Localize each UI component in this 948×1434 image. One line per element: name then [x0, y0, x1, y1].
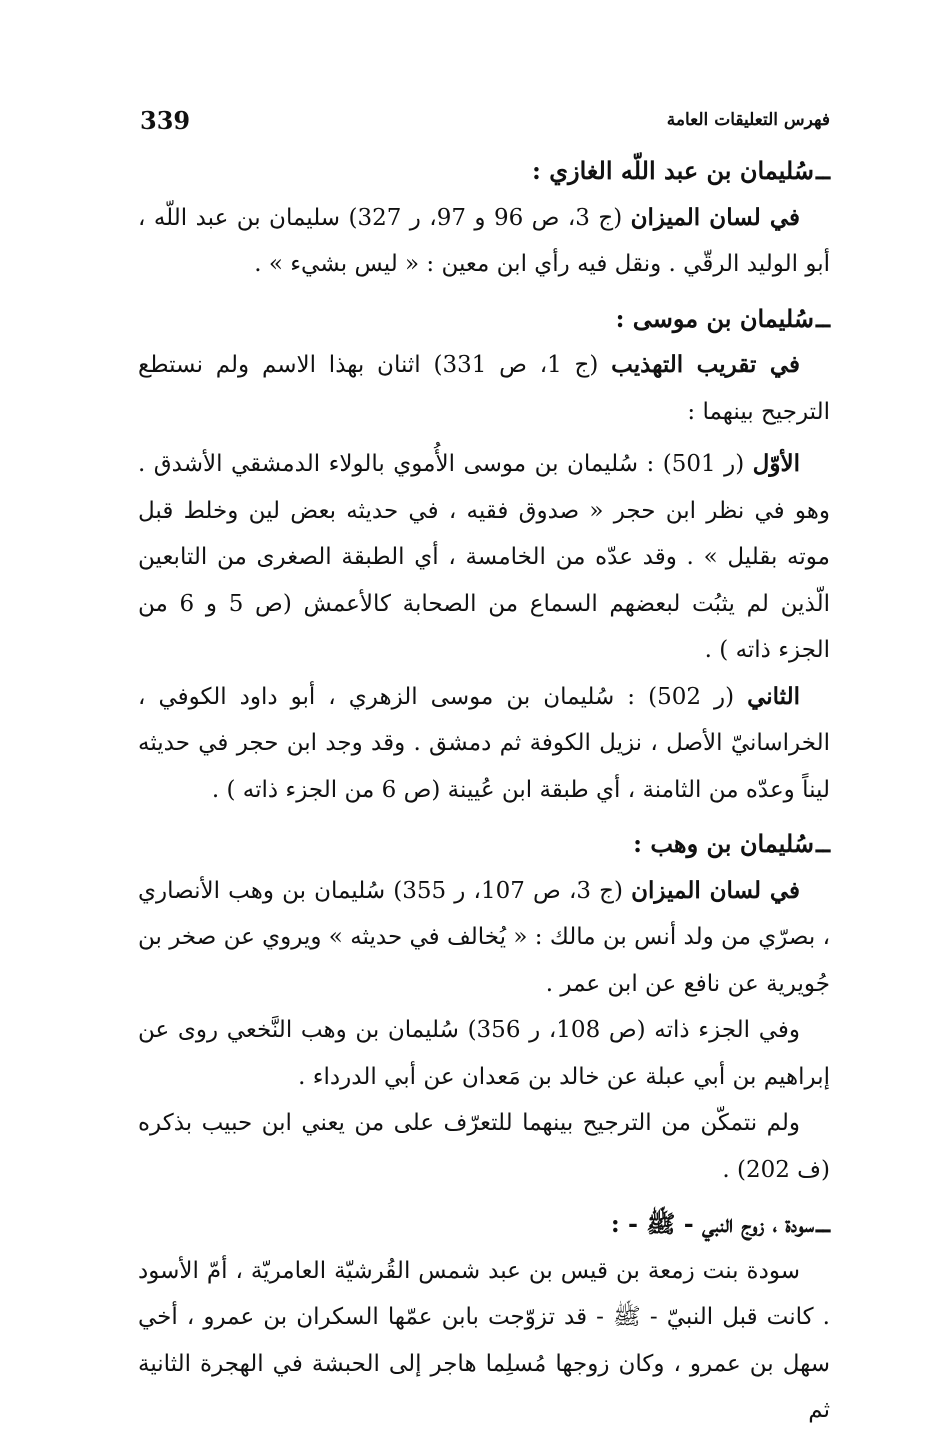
- entry-paragraph: سودة بنت زمعة بن قيس بن عبد شمس القُرشيّة العامريّة ، أمّ الأسود . كانت قبل النبيّ - ﷺ - قد تزوّجت بابن عمّها السكران بن عمرو ، أخي سهل بن عمرو ، وكان زوجها مُسلِما هاجر إلى الحبشة في الهجرة الثانية ثم: [138, 1257, 830, 1423]
- page-body: [138, 148, 830, 1434]
- entry-paragraph: ولم نتمكّن من الترجيح بينهما للتعرّف على من يعني ابن حبيب بذكره (ف 202) .: [138, 1110, 830, 1183]
- page-number: 339: [140, 105, 191, 135]
- entry-heading: ــسُليمان بن وهب :: [633, 829, 830, 858]
- entry-paragraph: في لسان الميزان (ج 3، ص 107، ر 355) سُليمان بن وهب الأنصاري ، بصرّي من ولد أنس بن مالك : « يُخالف في حديثه » ويروي عن صخر بن جُويرية عن نافع عن ابن عمر .: [138, 876, 830, 997]
- entry-heading: ــسُليمان بن موسى :: [615, 303, 830, 333]
- entry-paragraph: في تقريب التهذيب (ج 1، ص 331) اثنان بهذا الاسم ولم نستطع الترجيح بينهما :: [138, 351, 830, 425]
- entry-paragraph: وفي الجزء ذاته (ص 108، ر 356) سُليمان بن وهب النَّخعي روى عن إبراهيم بن أبي عبلة عن خالد بن مَعدان عن أبي الدرداء .: [138, 1017, 830, 1090]
- entry-paragraph: الثاني (ر 502) : سُليمان بن موسى الزهري ، أبو داود الكوفي ، الخراسانيّ الأصل ، نزيل الكوفة ثم دمشق . وقد وجد ابن حجر في حديثه ليناً وعدّه من الثامنة ، أي طبقة ابن عُيينة (ص 6 من الجزء ذاته ) .: [138, 682, 830, 803]
- page-header: [140, 100, 830, 140]
- running-title: فهرس التعليقات العامة: [666, 110, 830, 130]
- entry-heading: ــسودة ، زوج النبي - ﷺ - :: [610, 1209, 830, 1238]
- entry-paragraph: في لسان الميزان (ج 3، ص 96 و 97، ر 327) سليمان بن عبد اللّه ، أبو الوليد الرقّي . ونقل فيه رأي ابن معين : « ليس بشيء » .: [138, 203, 830, 277]
- entry-heading: ــسُليمان بن عبد اللّه الغازي :: [532, 156, 830, 185]
- entry-paragraph: الأوّل (ر 501) : سُليمان بن موسى الأُموي بالولاء الدمشقي الأشدق . وهو في نظر ابن حجر « صدوق فقيه ، في حديثه بعض لين وخلط قبل موته بقليل » . وقد عدّه من الخامسة ، أي الطبقة الصغرى من التابعين الّذين لم يثبُت لبعضهم السماع من الصحابة كالأعمش (ص 5 و 6 من الجزء ذاته ) .: [138, 450, 830, 663]
